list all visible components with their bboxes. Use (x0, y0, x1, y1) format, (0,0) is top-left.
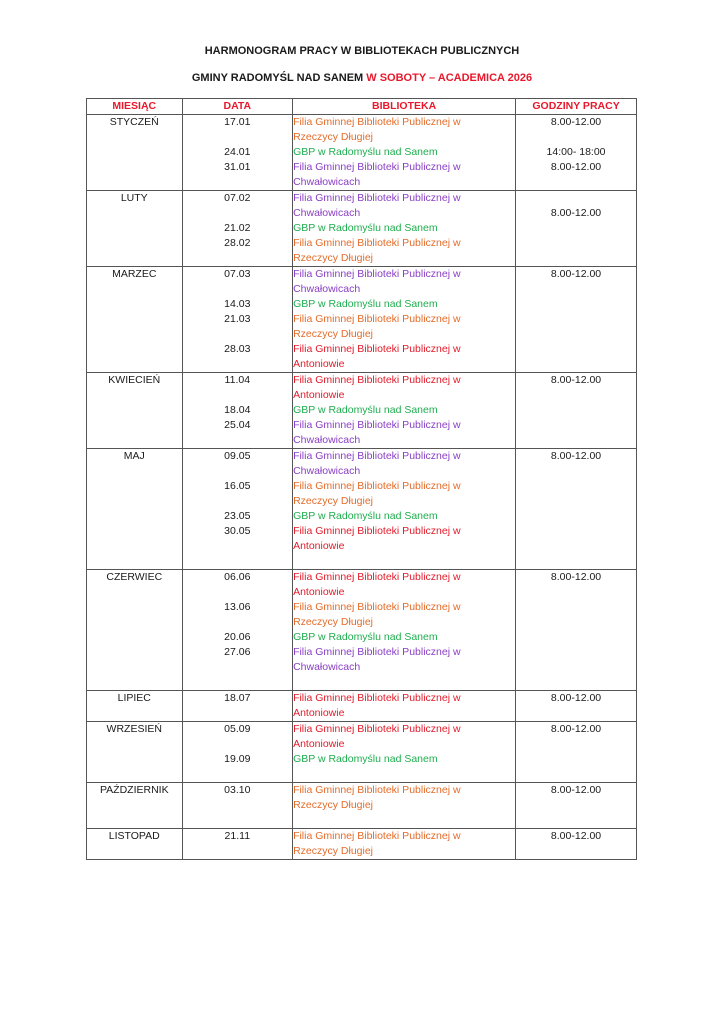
month-cell (87, 267, 183, 373)
hours-spacer (516, 130, 636, 145)
library-name: Chwałowicach (293, 465, 361, 477)
library-name: Antoniowie (293, 586, 345, 598)
hours-spacer (516, 433, 636, 448)
library-name: Filia Gminnej Biblioteki Publicznej w (293, 571, 461, 583)
table-row (87, 449, 637, 570)
subtitle-black: GMINY RADOMYŚL NAD SANEM (191, 72, 364, 84)
hours-value: 8.00-12.00 (550, 374, 602, 386)
hours-cell (516, 267, 637, 373)
hours-spacer (516, 645, 636, 660)
month-cell (87, 691, 183, 722)
library-name: Filia Gminnej Biblioteki Publicznej w (293, 646, 461, 658)
month-name: LIPIEC (117, 692, 151, 704)
date-spacer (183, 251, 293, 266)
hours-value: 8.00-12.00 (550, 161, 602, 173)
hours-spacer (516, 464, 636, 479)
table-header-row (87, 99, 637, 115)
month-cell (87, 829, 183, 860)
hours-value: 8.00-12.00 (550, 450, 602, 462)
date-spacer (183, 737, 293, 752)
hours-cell (516, 691, 637, 722)
month-name: KWIECIEŃ (108, 374, 161, 386)
date-cell (182, 722, 293, 783)
date-value: 07.02 (224, 192, 251, 204)
date-value: 16.05 (224, 480, 251, 492)
hours-value: 8.00-12.00 (550, 268, 602, 280)
date-value: 25.04 (224, 419, 251, 431)
month-cell (87, 373, 183, 449)
date-spacer (183, 464, 293, 479)
date-spacer (183, 585, 293, 600)
hours-spacer (516, 357, 636, 372)
library-cell (293, 449, 516, 570)
hours-spacer (516, 524, 636, 539)
library-name: Filia Gminnej Biblioteki Publicznej w (293, 419, 461, 431)
month-cell (87, 783, 183, 829)
library-name: GBP w Radomyślu nad Sanem (293, 753, 438, 765)
library-name: GBP w Radomyślu nad Sanem (293, 631, 438, 643)
library-name: Filia Gminnej Biblioteki Publicznej w (293, 313, 461, 325)
date-spacer (183, 388, 293, 403)
date-value: 11.04 (224, 374, 251, 386)
hours-spacer (516, 282, 636, 297)
month-cell (87, 570, 183, 691)
date-cell (182, 829, 293, 860)
library-name: Rzeczycy Długiej (293, 328, 374, 340)
library-name: Rzeczycy Długiej (293, 495, 374, 507)
hours-spacer (516, 297, 636, 312)
table-row (87, 115, 637, 191)
library-name: Filia Gminnej Biblioteki Publicznej w (293, 525, 461, 537)
month-name: LUTY (120, 192, 148, 204)
hours-spacer (516, 342, 636, 357)
library-name: Rzeczycy Długiej (293, 252, 374, 264)
subtitle-red: W SOBOTY – ACADEMICA 2026 (366, 72, 533, 84)
date-value: 21.11 (224, 830, 251, 842)
date-spacer (183, 206, 293, 221)
library-name: Antoniowie (293, 389, 345, 401)
library-name: Filia Gminnej Biblioteki Publicznej w (293, 601, 461, 613)
library-name: Filia Gminnej Biblioteki Publicznej w (293, 192, 461, 204)
library-name: Chwałowicach (293, 661, 361, 673)
date-value: 18.04 (224, 404, 251, 416)
library-name: Antoniowie (293, 358, 345, 370)
library-name: Filia Gminnej Biblioteki Publicznej w (293, 784, 461, 796)
date-value: 07.03 (224, 268, 251, 280)
table-row (87, 570, 637, 691)
hours-spacer (516, 660, 636, 675)
hours-spacer (516, 175, 636, 190)
library-name: Antoniowie (293, 707, 345, 719)
library-name: GBP w Radomyślu nad Sanem (293, 404, 438, 416)
date-spacer (183, 327, 293, 342)
library-name: Filia Gminnej Biblioteki Publicznej w (293, 480, 461, 492)
library-cell (293, 829, 516, 860)
date-value: 27.06 (224, 646, 251, 658)
hours-spacer (516, 600, 636, 615)
library-name: Rzeczycy Długiej (293, 799, 374, 811)
library-name: GBP w Radomyślu nad Sanem (293, 298, 438, 310)
hours-value: 14:00- 18:00 (546, 146, 606, 158)
document-subtitle (0, 72, 724, 84)
date-spacer (183, 539, 293, 554)
library-name: GBP w Radomyślu nad Sanem (293, 146, 438, 158)
library-name: Filia Gminnej Biblioteki Publicznej w (293, 268, 461, 280)
month-name: LISTOPAD (108, 830, 160, 842)
hours-cell (516, 115, 637, 191)
date-cell (182, 115, 293, 191)
hours-cell (516, 449, 637, 570)
row-spacer (293, 675, 515, 690)
date-cell (182, 570, 293, 691)
library-name: GBP w Radomyślu nad Sanem (293, 510, 438, 522)
library-name: GBP w Radomyślu nad Sanem (293, 222, 438, 234)
hours-spacer (516, 737, 636, 752)
date-spacer (183, 282, 293, 297)
row-spacer (293, 813, 515, 828)
date-spacer (183, 494, 293, 509)
date-value: 24.01 (224, 146, 251, 158)
date-value: 31.01 (224, 161, 251, 173)
date-value: 05.09 (224, 723, 251, 735)
hours-cell (516, 191, 637, 267)
month-name: WRZESIEŃ (106, 723, 162, 735)
hours-cell (516, 373, 637, 449)
month-name: PAŹDZIERNIK (99, 784, 169, 796)
header-hours: GODZINY PRACY (516, 99, 637, 115)
library-name: Rzeczycy Długiej (293, 131, 374, 143)
month-cell (87, 722, 183, 783)
hours-spacer (516, 312, 636, 327)
library-cell (293, 570, 516, 691)
date-value: 06.06 (224, 571, 251, 583)
hours-value: 8.00-12.00 (550, 692, 602, 704)
library-name: Chwałowicach (293, 434, 361, 446)
date-value: 18.07 (224, 692, 251, 704)
library-name: Filia Gminnej Biblioteki Publicznej w (293, 161, 461, 173)
hours-value: 8.00-12.00 (550, 571, 602, 583)
table-row (87, 373, 637, 449)
library-name: Chwałowicach (293, 207, 361, 219)
hours-spacer (516, 798, 636, 813)
date-value: 21.03 (224, 313, 251, 325)
hours-value: 8.00-12.00 (550, 116, 602, 128)
library-cell (293, 691, 516, 722)
date-cell (182, 191, 293, 267)
month-cell (87, 115, 183, 191)
date-spacer (183, 660, 293, 675)
date-cell (182, 783, 293, 829)
library-name: Chwałowicach (293, 176, 361, 188)
date-spacer (183, 615, 293, 630)
library-name: Filia Gminnej Biblioteki Publicznej w (293, 116, 461, 128)
hours-value: 8.00-12.00 (550, 207, 602, 219)
date-cell (182, 449, 293, 570)
hours-spacer (516, 327, 636, 342)
hours-cell (516, 829, 637, 860)
hours-spacer (516, 388, 636, 403)
table-row (87, 191, 637, 267)
hours-spacer (516, 630, 636, 645)
library-name: Rzeczycy Długiej (293, 616, 374, 628)
date-value: 03.10 (224, 784, 251, 796)
hours-spacer (516, 585, 636, 600)
library-cell (293, 783, 516, 829)
hours-spacer (516, 403, 636, 418)
library-name: Antoniowie (293, 540, 345, 552)
month-cell (87, 191, 183, 267)
date-spacer (183, 357, 293, 372)
library-name: Filia Gminnej Biblioteki Publicznej w (293, 450, 461, 462)
library-name: Filia Gminnej Biblioteki Publicznej w (293, 692, 461, 704)
row-spacer (293, 767, 515, 782)
table-row (87, 691, 637, 722)
hours-spacer (516, 509, 636, 524)
date-spacer (183, 175, 293, 190)
row-spacer (293, 554, 515, 569)
library-name: Chwałowicach (293, 283, 361, 295)
header-date: DATA (182, 99, 293, 115)
date-value: 17.01 (224, 116, 251, 128)
hours-value: 8.00-12.00 (550, 723, 602, 735)
date-value: 20.06 (224, 631, 251, 643)
hours-spacer (516, 706, 636, 721)
library-cell (293, 722, 516, 783)
library-cell (293, 373, 516, 449)
library-name: Antoniowie (293, 738, 345, 750)
library-cell (293, 115, 516, 191)
date-spacer (183, 798, 293, 813)
date-value: 23.05 (224, 510, 251, 522)
month-cell (87, 449, 183, 570)
table-row (87, 783, 637, 829)
library-name: Rzeczycy Długiej (293, 845, 374, 857)
hours-cell (516, 722, 637, 783)
date-value: 30.05 (224, 525, 251, 537)
month-name: MAJ (123, 450, 145, 462)
date-cell (182, 373, 293, 449)
library-name: Filia Gminnej Biblioteki Publicznej w (293, 830, 461, 842)
hours-value: 8.00-12.00 (550, 830, 602, 842)
hours-spacer (516, 494, 636, 509)
schedule-table (86, 98, 637, 860)
table-row (87, 829, 637, 860)
library-name: Filia Gminnej Biblioteki Publicznej w (293, 723, 461, 735)
date-cell (182, 267, 293, 373)
date-spacer (183, 844, 293, 859)
document-title: HARMONOGRAM PRACY W BIBLIOTEKACH PUBLICZNYCH (204, 45, 520, 57)
date-value: 28.02 (224, 237, 251, 249)
library-name: Filia Gminnej Biblioteki Publicznej w (293, 374, 461, 386)
library-cell (293, 267, 516, 373)
date-value: 09.05 (224, 450, 251, 462)
date-value: 21.02 (224, 222, 251, 234)
hours-spacer (516, 539, 636, 554)
table-row (87, 722, 637, 783)
hours-spacer (516, 479, 636, 494)
hours-cell (516, 783, 637, 829)
header-month: MIESIĄC (87, 99, 183, 115)
hours-spacer (516, 191, 636, 206)
table-row (87, 267, 637, 373)
library-name: Filia Gminnej Biblioteki Publicznej w (293, 237, 461, 249)
hours-spacer (516, 844, 636, 859)
date-spacer (183, 706, 293, 721)
month-name: STYCZEŃ (109, 116, 159, 128)
hours-spacer (516, 615, 636, 630)
header-library: BIBLIOTEKA (293, 99, 516, 115)
date-value: 28.03 (224, 343, 251, 355)
library-cell (293, 191, 516, 267)
month-name: CZERWIEC (106, 571, 163, 583)
date-value: 19.09 (224, 753, 251, 765)
month-name: MARZEC (112, 268, 157, 280)
date-cell (182, 691, 293, 722)
hours-value: 8.00-12.00 (550, 784, 602, 796)
hours-cell (516, 570, 637, 691)
date-value: 13.06 (224, 601, 251, 613)
hours-spacer (516, 418, 636, 433)
hours-spacer (516, 752, 636, 767)
date-spacer (183, 130, 293, 145)
date-value: 14.03 (224, 298, 251, 310)
date-spacer (183, 433, 293, 448)
library-name: Filia Gminnej Biblioteki Publicznej w (293, 343, 461, 355)
